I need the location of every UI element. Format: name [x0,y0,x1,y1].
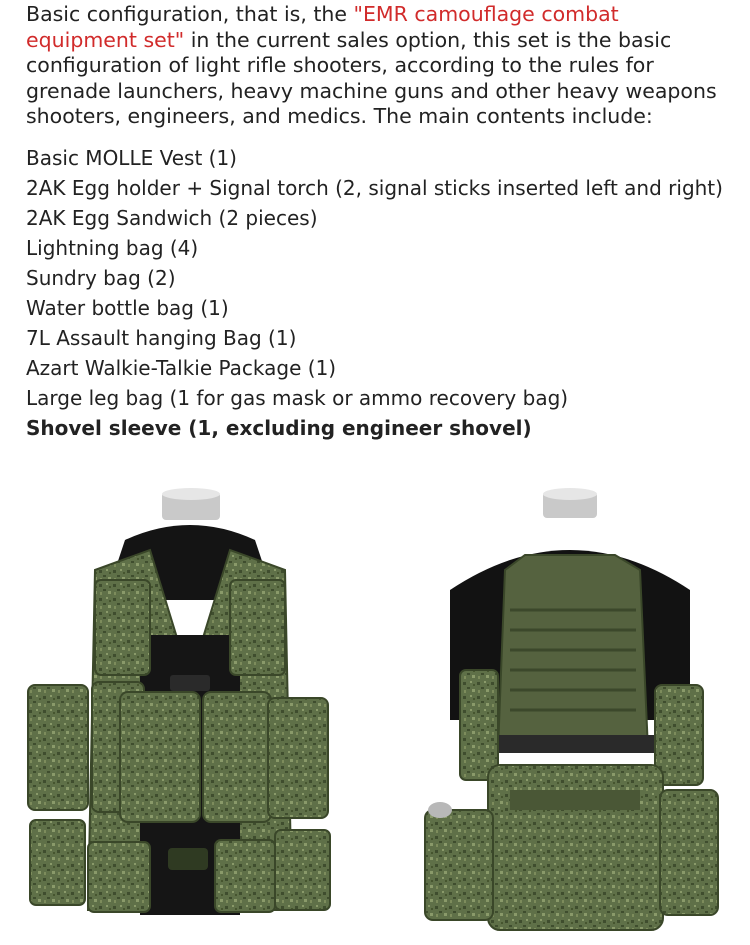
list-item: 2AK Egg Sandwich (2 pieces) [26,206,318,230]
product-photos [0,470,750,945]
intro-prefix: Basic configuration, that is, the [26,2,354,26]
product-name-highlight: "EMR camouflage combat equipment set" [26,2,619,52]
list-item-bold: Shovel sleeve (1, excluding engineer shovel) [26,416,532,440]
list-item: 7L Assault hanging Bag (1) [26,326,297,350]
list-item: 2AK Egg holder + Signal torch (2, signal sticks inserted left and right) [26,176,723,200]
list-item: Sundry bag (2) [26,266,176,290]
intro-suffix: in the current sales option, this set is the basic configuration of light rifle shooters, according to the rules for grenade launchers, heavy machine guns and other heavy weapons shooters, engineers, and medics. The main contents include: [26,27,717,129]
list-item: Basic MOLLE Vest (1) [26,146,237,170]
vest-photos-svg [0,470,750,945]
list-item: Water bottle bag (1) [26,296,229,320]
vest-front-photo [28,488,330,915]
contents-list [26,143,741,443]
intro-paragraph [26,2,736,130]
vest-back-photo [425,488,718,930]
list-item: Large leg bag (1 for gas mask or ammo recovery bag) [26,386,569,410]
list-item: Azart Walkie-Talkie Package (1) [26,356,337,380]
list-item: Lightning bag (4) [26,236,199,260]
